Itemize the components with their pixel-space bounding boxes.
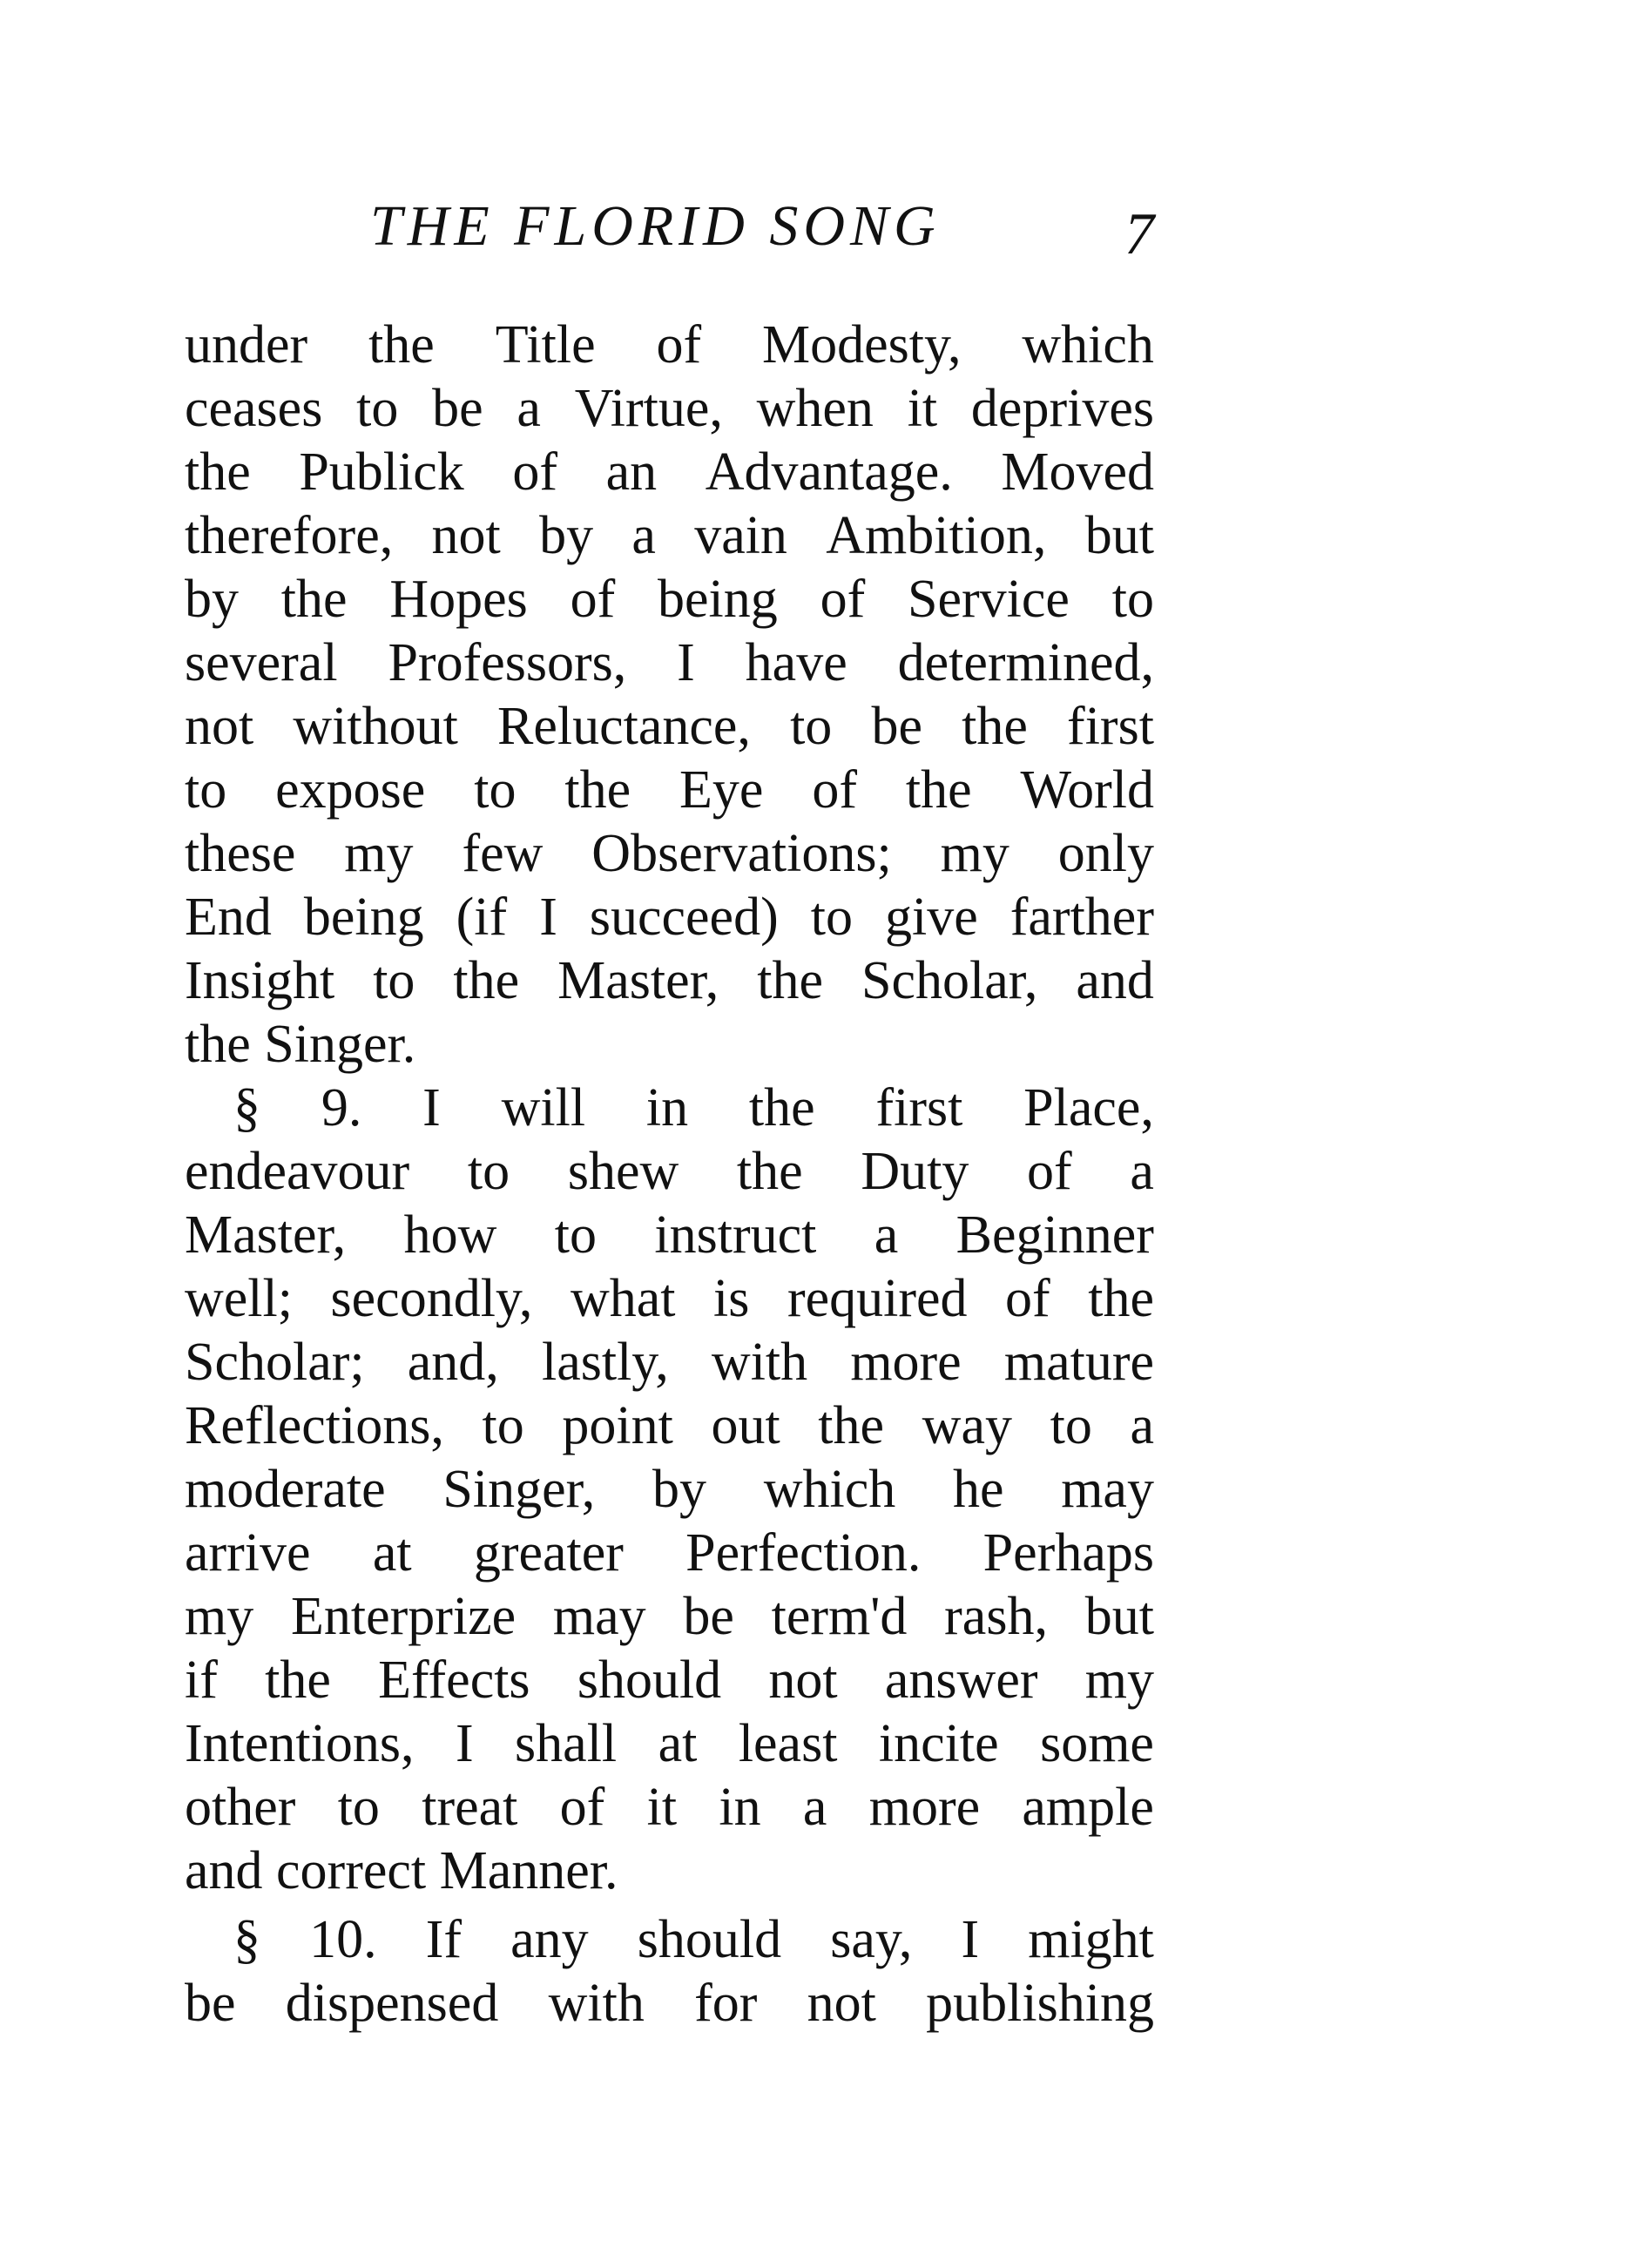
word: ceases — [185, 379, 323, 438]
text-line — [185, 631, 1154, 695]
word: secondly, — [330, 1269, 533, 1328]
word: of — [812, 760, 857, 820]
word: the — [368, 315, 435, 375]
word: will — [501, 1078, 586, 1137]
word: of — [570, 570, 616, 629]
word: rash, — [944, 1587, 1048, 1646]
word: therefore, — [185, 506, 394, 565]
word: be — [185, 1974, 236, 2033]
word: at — [658, 1714, 698, 1773]
word: to — [790, 697, 833, 756]
text-line — [185, 695, 1154, 759]
word: a — [874, 1205, 899, 1265]
word: instruct — [654, 1205, 817, 1265]
word: correct — [276, 1841, 427, 1900]
word: being — [658, 570, 778, 629]
word: of — [559, 1778, 605, 1837]
word: Hopes — [389, 570, 528, 629]
word: Perfection. — [685, 1523, 922, 1583]
text-line — [185, 1776, 1154, 1839]
word: by — [652, 1460, 706, 1519]
word: farther — [1009, 888, 1154, 947]
word: Singer. — [264, 1015, 416, 1074]
word: to — [810, 888, 853, 947]
word: ample — [1022, 1778, 1154, 1837]
word: expose — [275, 760, 426, 820]
word: for — [694, 1974, 758, 2033]
word: a — [802, 1778, 827, 1837]
word: World — [1020, 760, 1154, 820]
body-text — [185, 314, 1154, 2035]
word: of — [1027, 1142, 1072, 1201]
word: when — [756, 379, 874, 438]
word: which — [763, 1460, 896, 1519]
word: he — [952, 1460, 1004, 1519]
text-line — [185, 1394, 1154, 1458]
word: is — [713, 1269, 750, 1328]
word: Duty — [861, 1142, 969, 1201]
text-line — [185, 1839, 1154, 1903]
word: the — [185, 442, 251, 502]
word: Master, — [557, 951, 719, 1010]
word: to — [554, 1205, 597, 1265]
text-line — [185, 1267, 1154, 1331]
word: of — [656, 315, 702, 375]
text-line — [185, 441, 1154, 504]
word: to — [1050, 1396, 1092, 1455]
running-head — [174, 187, 1154, 266]
word: the — [453, 951, 520, 1010]
word: not — [768, 1650, 838, 1710]
word: with — [711, 1333, 808, 1392]
word: Effects — [378, 1650, 530, 1710]
word: Virtue, — [574, 379, 723, 438]
word: it — [907, 379, 938, 438]
word: how — [403, 1205, 497, 1265]
word: of — [1005, 1269, 1050, 1328]
word: my — [940, 824, 1009, 883]
word: Singer, — [442, 1460, 596, 1519]
word: mature — [1003, 1333, 1154, 1392]
word: I — [961, 1910, 980, 1969]
page-number: 7 — [1124, 200, 1154, 267]
word: Modesty, — [762, 315, 962, 375]
text-line — [185, 1712, 1154, 1776]
text-line — [185, 1140, 1154, 1204]
word: Moved — [1001, 442, 1154, 502]
text-line — [185, 886, 1154, 949]
text-line — [185, 759, 1154, 822]
word: Scholar, — [861, 951, 1038, 1010]
word: the — [962, 697, 1028, 756]
text-line — [185, 822, 1154, 886]
word: some — [1040, 1714, 1154, 1773]
word: deprives — [970, 379, 1154, 438]
word: lastly, — [541, 1333, 669, 1392]
word: § — [233, 1078, 260, 1137]
text-line — [185, 314, 1154, 377]
word: any — [510, 1910, 589, 1969]
text-line — [185, 1458, 1154, 1522]
text-line — [185, 1649, 1154, 1712]
text-line — [185, 1522, 1154, 1585]
word: a — [1130, 1142, 1154, 1201]
text-line — [185, 504, 1154, 568]
word: 9. — [321, 1078, 362, 1137]
word: give — [885, 888, 978, 947]
word: a — [517, 379, 541, 438]
word: Eye — [679, 760, 764, 820]
word: Master, — [185, 1205, 347, 1265]
word: to — [337, 1778, 380, 1837]
word: not — [431, 506, 501, 565]
word: an — [605, 442, 658, 502]
word: Service — [908, 570, 1070, 629]
word: the — [905, 760, 972, 820]
word: publishing — [926, 1974, 1154, 2033]
word: several — [185, 633, 338, 692]
word: Manner. — [439, 1841, 618, 1900]
word: which — [1022, 315, 1154, 375]
word: Title — [495, 315, 596, 375]
word: § — [233, 1910, 260, 1969]
word: may — [552, 1587, 646, 1646]
word: should — [637, 1910, 782, 1969]
word: it — [646, 1778, 678, 1837]
word: a — [631, 506, 656, 565]
word: answer — [884, 1650, 1038, 1710]
word: to — [356, 379, 399, 438]
word: other — [185, 1778, 296, 1837]
word: End — [185, 888, 272, 947]
word: greater — [473, 1523, 624, 1583]
text-line — [185, 949, 1154, 1013]
word: might — [1028, 1910, 1154, 1969]
word: first — [875, 1078, 963, 1137]
word: at — [372, 1523, 412, 1583]
word: a — [1130, 1396, 1154, 1455]
text-line — [185, 1331, 1154, 1394]
word: more — [850, 1333, 962, 1392]
word: few — [462, 824, 544, 883]
word: only — [1057, 824, 1154, 883]
word: to — [482, 1396, 524, 1455]
word: to — [185, 760, 227, 820]
word: not — [807, 1974, 876, 2033]
word: to — [474, 760, 517, 820]
word: well; — [185, 1269, 293, 1328]
word: moderate — [185, 1460, 386, 1519]
word: endeavour — [185, 1142, 410, 1201]
word: by — [539, 506, 594, 565]
word: under — [185, 315, 308, 375]
word: the — [280, 570, 348, 629]
word: not — [185, 697, 254, 756]
word: be — [432, 379, 483, 438]
word: 10. — [309, 1910, 377, 1969]
word: Professors, — [388, 633, 627, 692]
word: Scholar; — [185, 1333, 365, 1392]
word: these — [185, 824, 296, 883]
word: and — [185, 1841, 263, 1900]
word: Perhaps — [982, 1523, 1154, 1583]
word: to — [373, 951, 415, 1010]
word: determined, — [897, 633, 1154, 692]
word: succeed) — [589, 888, 779, 947]
word: dispensed — [285, 1974, 499, 2033]
word: I — [422, 1078, 441, 1137]
text-line — [185, 1585, 1154, 1649]
word: of — [512, 442, 558, 502]
word: the — [185, 1015, 251, 1074]
word: way — [922, 1396, 1012, 1455]
text-line — [185, 568, 1154, 631]
word: Intentions, — [185, 1714, 415, 1773]
word: Advantage. — [705, 442, 953, 502]
text-line — [185, 1204, 1154, 1267]
word: by — [185, 570, 239, 629]
word: my — [1084, 1650, 1154, 1710]
word: with — [548, 1974, 645, 2033]
word: what — [570, 1269, 676, 1328]
word: but — [1084, 506, 1154, 565]
word: shall — [515, 1714, 618, 1773]
word: I — [677, 633, 695, 692]
word: arrive — [185, 1523, 311, 1583]
word: required — [787, 1269, 968, 1328]
word: Beginner — [955, 1205, 1154, 1265]
word: first — [1067, 697, 1154, 756]
word: my — [344, 824, 414, 883]
word: Place, — [1023, 1078, 1154, 1137]
text-line — [185, 1908, 1154, 1972]
word: should — [577, 1650, 722, 1710]
word: to — [467, 1142, 510, 1201]
word: Observations; — [591, 824, 892, 883]
word: more — [868, 1778, 981, 1837]
word: of — [820, 570, 866, 629]
word: the — [265, 1650, 331, 1710]
word: the — [564, 760, 631, 820]
word: if — [185, 1650, 218, 1710]
word: treat — [422, 1778, 518, 1837]
word: the — [757, 951, 824, 1010]
text-line — [185, 1077, 1154, 1140]
word: may — [1061, 1460, 1154, 1519]
word: my — [185, 1587, 254, 1646]
word: least — [738, 1714, 838, 1773]
word: the — [818, 1396, 885, 1455]
word: the — [748, 1078, 815, 1137]
word: in — [719, 1778, 761, 1837]
word: being — [303, 888, 424, 947]
word: Ambition, — [826, 506, 1047, 565]
word: without — [293, 697, 458, 756]
word: incite — [878, 1714, 999, 1773]
word: If — [425, 1910, 463, 1969]
word: point — [562, 1396, 673, 1455]
running-title: THE FLORID SONG — [370, 194, 941, 258]
word: the — [736, 1142, 803, 1201]
word: be — [683, 1587, 734, 1646]
text-line — [185, 377, 1154, 441]
word: I — [455, 1714, 474, 1773]
word: in — [645, 1078, 689, 1137]
word: Enterprize — [290, 1587, 517, 1646]
word: Insight — [185, 951, 335, 1010]
word: I — [539, 888, 557, 947]
word: term'd — [771, 1587, 908, 1646]
word: Publick — [299, 442, 464, 502]
word: but — [1084, 1587, 1154, 1646]
text-line — [185, 1972, 1154, 2035]
word: shew — [567, 1142, 679, 1201]
word: to — [1111, 570, 1154, 629]
word: out — [711, 1396, 780, 1455]
word: Reflections, — [185, 1396, 444, 1455]
word: Reluctance, — [497, 697, 751, 756]
word: say, — [830, 1910, 913, 1969]
word: the — [1088, 1269, 1154, 1328]
word: and — [1076, 951, 1154, 1010]
word: have — [745, 633, 847, 692]
word: (if — [456, 888, 508, 947]
text-line — [185, 1013, 1154, 1077]
word: and, — [407, 1333, 499, 1392]
word: vain — [694, 506, 787, 565]
word: be — [871, 697, 922, 756]
